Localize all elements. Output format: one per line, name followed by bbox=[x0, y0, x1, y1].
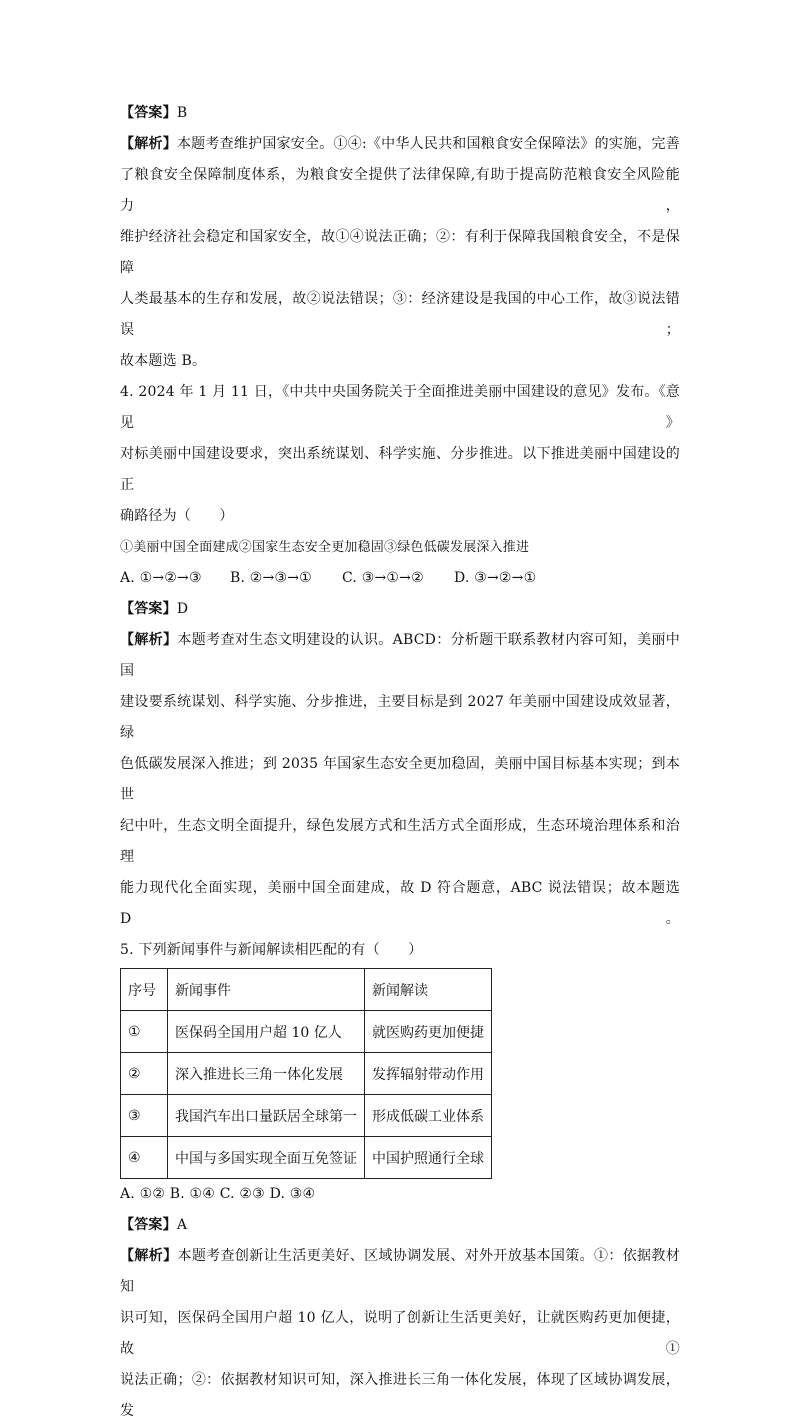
analysis-text: 本题考查对生态文明建设的认识。ABCD：分析题干联系教材内容可知，美丽中国 bbox=[120, 632, 680, 679]
table-cell: 发挥辐射带动作用 bbox=[365, 1053, 492, 1095]
answer-tag: 【答案】 bbox=[120, 1217, 177, 1233]
table-cell: 中国与多国实现全面互免签证 bbox=[168, 1137, 365, 1179]
q5-answer bbox=[120, 1210, 680, 1241]
q4-analysis-line-4: 纪中叶，生态文明全面提升，绿色发展方式和生活方式全面形成，生态环境治理体系和治理 bbox=[120, 818, 680, 865]
q4-analysis-line-2: 建设要系统谋划、科学实施、分步推进，主要目标是到 2027 年美丽中国建设成效显著，绿 bbox=[120, 694, 680, 741]
option-c: C. ③→①→② bbox=[342, 570, 424, 586]
analysis-tag: 【解析】 bbox=[120, 1248, 178, 1264]
q4-stem-line-3: 确路径为（ ） bbox=[120, 508, 234, 524]
table-header: 新闻解读 bbox=[365, 969, 492, 1011]
table-cell: ① bbox=[121, 1011, 168, 1053]
table-row bbox=[121, 1011, 492, 1053]
answer-tag: 【答案】 bbox=[120, 105, 177, 121]
analysis-text: 本题考查创新让生活更美好、区域协调发展、对外开放基本国策。①：依据教材知 bbox=[120, 1248, 680, 1295]
q3-analysis-line-4: 人类最基本的生存和发展，故②说法错误；③：经济建设是我国的中心工作，故③说法错误； bbox=[120, 291, 680, 338]
q4-analysis-line-5: 能力现代化全面实现，美丽中国全面建成，故 D 符合题意，ABC 说法错误；故本题选 D。 bbox=[120, 880, 680, 927]
q3-analysis-line-2: 了粮食安全保障制度体系，为粮食安全提供了法律保障,有助于提高防范粮食安全风险能力， bbox=[120, 167, 680, 214]
table-row bbox=[121, 1095, 492, 1137]
table-cell: 医保码全国用户超 10 亿人 bbox=[168, 1011, 365, 1053]
q5-analysis-line-2: 识可知，医保码全国用户超 10 亿人，说明了创新让生活更美好，让就医购药更加便捷，故① bbox=[120, 1310, 680, 1357]
answer-tag: 【答案】 bbox=[120, 601, 177, 617]
q4-analysis-line-3: 色低碳发展深入推进；到 2035 年国家生态安全更加稳固，美丽中国目标基本实现；到本世 bbox=[120, 756, 680, 803]
table-cell: 形成低碳工业体系 bbox=[365, 1095, 492, 1137]
q3-answer bbox=[120, 98, 680, 129]
analysis-tag: 【解析】 bbox=[120, 632, 178, 648]
table-cell: 我国汽车出口量跃居全球第一 bbox=[168, 1095, 365, 1137]
answer-value: A bbox=[176, 1217, 188, 1233]
table-cell: 就医购药更加便捷 bbox=[365, 1011, 492, 1053]
q3-analysis-line-1 bbox=[120, 129, 680, 160]
table-header: 序号 bbox=[121, 969, 168, 1011]
option-b: B. ②→③→① bbox=[230, 570, 312, 586]
answer-value: B bbox=[176, 105, 188, 121]
table-row bbox=[121, 1053, 492, 1095]
q5-stem: 5. 下列新闻事件与新闻解读相匹配的有（ ） bbox=[120, 942, 423, 958]
q5-analysis-line-3: 说法正确；②：依据教材知识可知，深入推进长三角一体化发展，体现了区域协调发展，发 bbox=[120, 1372, 680, 1419]
q4-stem-line-1: 4. 2024 年 1 月 11 日，《中共中央国务院关于全面推进美丽中国建设的意见》发布。《意见》 bbox=[120, 384, 681, 431]
table-header: 新闻事件 bbox=[168, 969, 365, 1011]
q3-analysis-line-3: 维护经济社会稳定和国家安全，故①④说法正确；②：有利于保障我国粮食安全，不是保障 bbox=[120, 229, 680, 276]
table-cell: ④ bbox=[121, 1137, 168, 1179]
q4-items: ①美丽中国全面建成②国家生态安全更加稳固③绿色低碳发展深入推进 bbox=[120, 540, 530, 555]
table-row bbox=[121, 1137, 492, 1179]
table-cell: ③ bbox=[121, 1095, 168, 1137]
news-table bbox=[120, 968, 492, 1179]
document-page bbox=[120, 98, 680, 1427]
analysis-tag: 【解析】 bbox=[120, 136, 177, 152]
table-cell: 深入推进长三角一体化发展 bbox=[168, 1053, 365, 1095]
option-d: D. ③→②→① bbox=[454, 570, 537, 586]
q4-stem-line-2: 对标美丽中国建设要求，突出系统谋划、科学实施、分步推进。以下推进美丽中国建设的正 bbox=[120, 446, 680, 493]
answer-value: D bbox=[176, 601, 189, 617]
q4-analysis-line-1 bbox=[120, 625, 680, 687]
table-header-row bbox=[121, 969, 492, 1011]
option-a: A. ①→②→③ bbox=[120, 570, 202, 586]
table-cell: 中国护照通行全球 bbox=[365, 1137, 492, 1179]
q4-options bbox=[120, 563, 680, 594]
q5-analysis-line-1 bbox=[120, 1241, 680, 1303]
q4-answer bbox=[120, 594, 680, 625]
q5-options: A. ①② B. ①④ C. ②③ D. ③④ bbox=[120, 1186, 316, 1202]
table-cell: ② bbox=[121, 1053, 168, 1095]
q3-analysis-line-5: 故本题选 B。 bbox=[120, 353, 207, 369]
analysis-text: 本题考查维护国家安全。①④:《中华人民共和国粮食安全保障法》的实施，完善 bbox=[176, 136, 680, 152]
